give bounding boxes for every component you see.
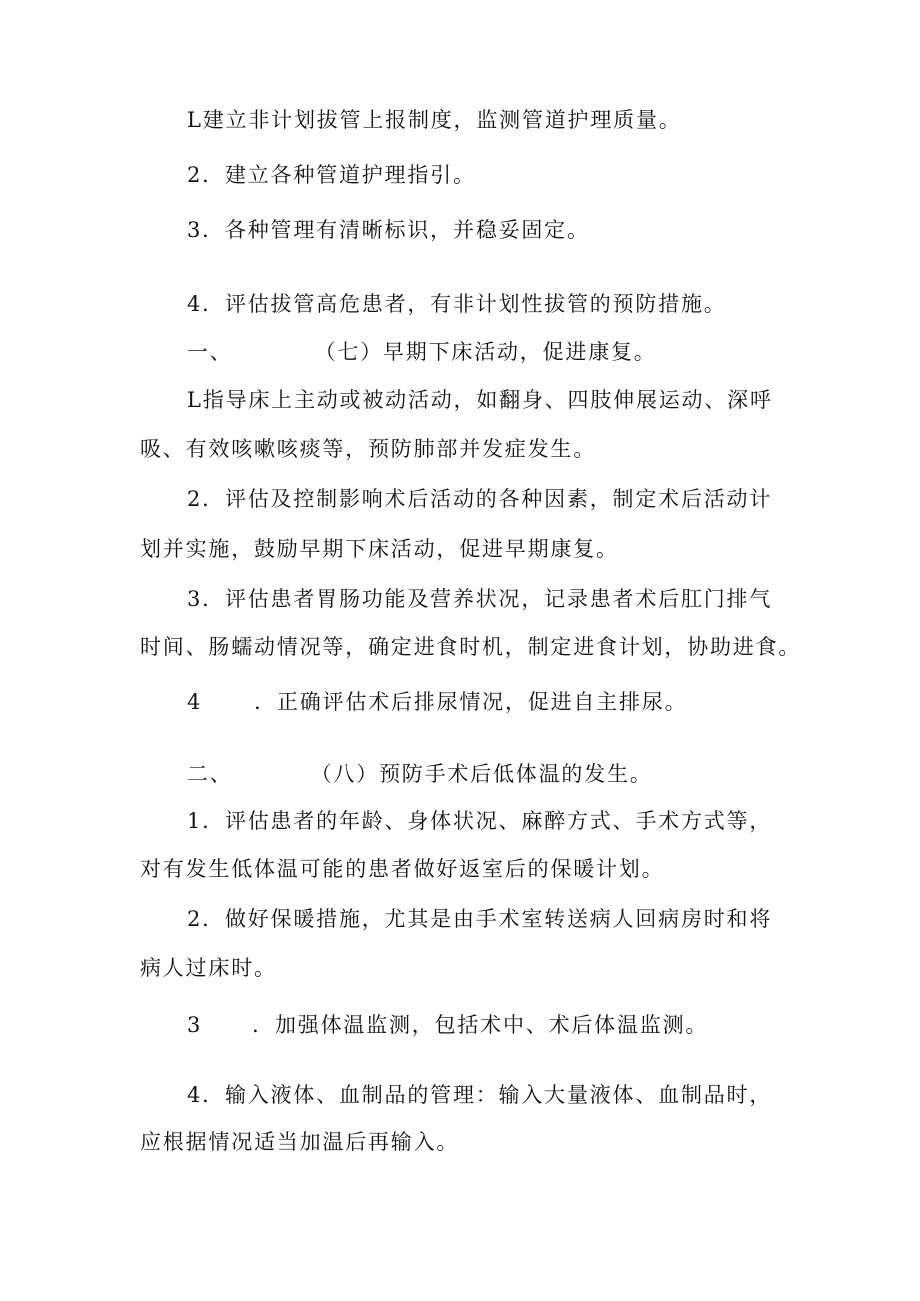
paragraph-line: 病人过床时。 — [140, 956, 277, 980]
paragraph-line: 3．评估患者胃肠功能及营养状况，记录患者术后肛门排气 — [187, 587, 773, 611]
section-heading — [187, 760, 653, 788]
item-number: 3 — [187, 1013, 203, 1037]
paragraph-line: 2．做好保暖措施，尤其是由手术室转送病人回病房时和将 — [187, 907, 773, 931]
paragraph-line: 4．输入液体、血制品的管理：输入大量液体、血制品时， — [187, 1083, 773, 1107]
paragraph-line: 1．评估患者的年龄、身体状况、麻醉方式、手术方式等， — [187, 809, 773, 833]
section-title: （八）预防手术后低体温的发生。 — [310, 762, 653, 786]
paragraph-line: 应根据情况适当加温后再输入。 — [140, 1130, 460, 1154]
paragraph-line — [187, 1011, 708, 1039]
paragraph-line: L建立非计划拔管上报制度，监测管道护理质量。 — [187, 108, 682, 132]
paragraph-line: 时间、肠蠕动情况等，确定进食时机，制定进食计划，协助进食。 — [140, 635, 802, 659]
section-number: 二、 — [187, 762, 233, 786]
section-heading — [187, 338, 657, 366]
paragraph-line: 2．建立各种管道护理指引。 — [187, 163, 476, 187]
item-number: 4 — [187, 690, 203, 714]
section-number: 一、 — [187, 340, 233, 364]
paragraph-line: 4．评估拔管高危患者，有非计划性拔管的预防措施。 — [187, 292, 727, 316]
paragraph-line — [187, 688, 687, 716]
section-title: （七）早期下床活动，促进康复。 — [314, 340, 657, 364]
paragraph-line: 划并实施，鼓励早期下床活动，促进早期康复。 — [140, 537, 619, 561]
item-text: ．加强体温监测，包括术中、术后体温监测。 — [252, 1013, 709, 1037]
paragraph-line: 吸、有效咳嗽咳痰等，预防肺部并发症发生。 — [140, 437, 596, 461]
item-text: ．正确评估术后排尿情况，促进自主排尿。 — [254, 690, 688, 714]
paragraph-line: L指导床上主动或被动活动，如翻身、四肢伸展运动、深呼 — [187, 388, 773, 412]
paragraph-line: 3．各种管理有清晰标识，并稳妥固定。 — [187, 218, 590, 242]
paragraph-line: 对有发生低体温可能的患者做好返室后的保暖计划。 — [140, 857, 665, 881]
paragraph-line: 2．评估及控制影响术后活动的各种因素，制定术后活动计 — [187, 487, 773, 511]
